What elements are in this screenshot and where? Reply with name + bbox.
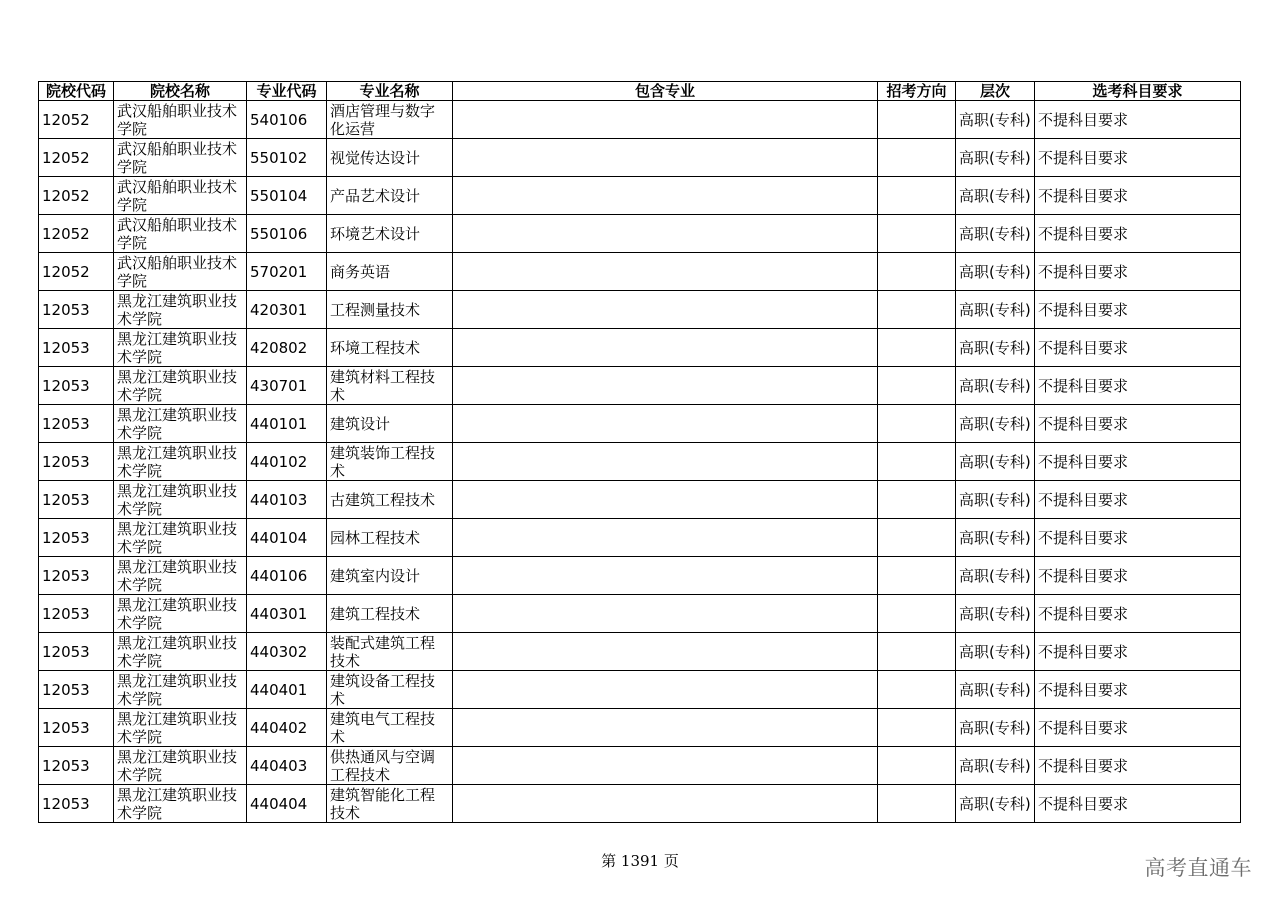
cell-included-majors — [453, 215, 878, 253]
cell-major-code: 440301 — [247, 595, 327, 633]
cell-major-code: 440102 — [247, 443, 327, 481]
cell-direction — [878, 519, 956, 557]
cell-subject-requirement: 不提科目要求 — [1035, 519, 1241, 557]
cell-direction — [878, 633, 956, 671]
header-school-code: 院校代码 — [39, 82, 114, 101]
table-row — [39, 633, 1241, 671]
cell-school-code: 12053 — [39, 443, 114, 481]
cell-included-majors — [453, 177, 878, 215]
cell-major-name: 建筑室内设计 — [327, 557, 453, 595]
header-school-name: 院校名称 — [114, 82, 247, 101]
cell-major-code: 540106 — [247, 101, 327, 139]
cell-included-majors — [453, 785, 878, 823]
cell-school-name: 黑龙江建筑职业技术学院 — [114, 519, 247, 557]
cell-direction — [878, 595, 956, 633]
cell-school-name: 黑龙江建筑职业技术学院 — [114, 291, 247, 329]
admissions-table — [38, 81, 1241, 823]
table-row — [39, 367, 1241, 405]
table-row — [39, 405, 1241, 443]
cell-direction — [878, 101, 956, 139]
cell-school-name: 黑龙江建筑职业技术学院 — [114, 557, 247, 595]
cell-subject-requirement: 不提科目要求 — [1035, 177, 1241, 215]
table-row — [39, 747, 1241, 785]
cell-major-name: 建筑装饰工程技术 — [327, 443, 453, 481]
cell-major-name: 建筑设计 — [327, 405, 453, 443]
cell-level: 高职(专科) — [956, 405, 1035, 443]
cell-major-code: 570201 — [247, 253, 327, 291]
cell-major-code: 550102 — [247, 139, 327, 177]
table-row — [39, 519, 1241, 557]
table-row — [39, 253, 1241, 291]
table-row — [39, 177, 1241, 215]
cell-included-majors — [453, 367, 878, 405]
cell-major-name: 工程测量技术 — [327, 291, 453, 329]
cell-school-code: 12053 — [39, 785, 114, 823]
header-direction: 招考方向 — [878, 82, 956, 101]
cell-level: 高职(专科) — [956, 177, 1035, 215]
cell-included-majors — [453, 481, 878, 519]
cell-major-name: 建筑电气工程技术 — [327, 709, 453, 747]
table-row — [39, 291, 1241, 329]
cell-direction — [878, 405, 956, 443]
cell-school-code: 12052 — [39, 177, 114, 215]
cell-major-code: 440302 — [247, 633, 327, 671]
table-row — [39, 139, 1241, 177]
header-major-code: 专业代码 — [247, 82, 327, 101]
cell-school-name: 黑龙江建筑职业技术学院 — [114, 747, 247, 785]
cell-direction — [878, 481, 956, 519]
cell-major-name: 建筑工程技术 — [327, 595, 453, 633]
cell-level: 高职(专科) — [956, 101, 1035, 139]
cell-major-name: 装配式建筑工程技术 — [327, 633, 453, 671]
cell-major-code: 440404 — [247, 785, 327, 823]
cell-included-majors — [453, 595, 878, 633]
cell-major-code: 550106 — [247, 215, 327, 253]
cell-major-code: 440401 — [247, 671, 327, 709]
table-row — [39, 671, 1241, 709]
cell-major-code: 420802 — [247, 329, 327, 367]
cell-direction — [878, 747, 956, 785]
header-major-name: 专业名称 — [327, 82, 453, 101]
cell-included-majors — [453, 291, 878, 329]
cell-direction — [878, 215, 956, 253]
cell-school-name: 黑龙江建筑职业技术学院 — [114, 443, 247, 481]
cell-major-name: 商务英语 — [327, 253, 453, 291]
cell-included-majors — [453, 671, 878, 709]
cell-major-name: 建筑智能化工程技术 — [327, 785, 453, 823]
cell-included-majors — [453, 519, 878, 557]
cell-major-name: 环境艺术设计 — [327, 215, 453, 253]
cell-direction — [878, 177, 956, 215]
cell-subject-requirement: 不提科目要求 — [1035, 557, 1241, 595]
cell-major-code: 440106 — [247, 557, 327, 595]
cell-level: 高职(专科) — [956, 253, 1035, 291]
cell-included-majors — [453, 633, 878, 671]
cell-included-majors — [453, 253, 878, 291]
table-row — [39, 443, 1241, 481]
cell-level: 高职(专科) — [956, 367, 1035, 405]
table-row — [39, 785, 1241, 823]
cell-subject-requirement: 不提科目要求 — [1035, 633, 1241, 671]
cell-major-name: 园林工程技术 — [327, 519, 453, 557]
cell-level: 高职(专科) — [956, 481, 1035, 519]
cell-subject-requirement: 不提科目要求 — [1035, 329, 1241, 367]
cell-subject-requirement: 不提科目要求 — [1035, 443, 1241, 481]
cell-subject-requirement: 不提科目要求 — [1035, 671, 1241, 709]
cell-subject-requirement: 不提科目要求 — [1035, 709, 1241, 747]
cell-major-name: 视觉传达设计 — [327, 139, 453, 177]
cell-direction — [878, 671, 956, 709]
cell-included-majors — [453, 405, 878, 443]
cell-subject-requirement: 不提科目要求 — [1035, 291, 1241, 329]
cell-direction — [878, 785, 956, 823]
cell-subject-requirement: 不提科目要求 — [1035, 595, 1241, 633]
cell-included-majors — [453, 557, 878, 595]
cell-major-code: 440402 — [247, 709, 327, 747]
cell-major-code: 420301 — [247, 291, 327, 329]
cell-direction — [878, 139, 956, 177]
cell-school-code: 12053 — [39, 405, 114, 443]
cell-subject-requirement: 不提科目要求 — [1035, 215, 1241, 253]
cell-level: 高职(专科) — [956, 329, 1035, 367]
cell-included-majors — [453, 443, 878, 481]
page-number: 第 1391 页 — [601, 852, 679, 870]
table-body — [39, 101, 1241, 823]
cell-major-name: 建筑材料工程技术 — [327, 367, 453, 405]
watermark: 高考直通车 — [1144, 856, 1252, 880]
cell-level: 高职(专科) — [956, 671, 1035, 709]
cell-major-name: 供热通风与空调工程技术 — [327, 747, 453, 785]
cell-school-name: 武汉船舶职业技术学院 — [114, 101, 247, 139]
cell-subject-requirement: 不提科目要求 — [1035, 367, 1241, 405]
cell-school-name: 黑龙江建筑职业技术学院 — [114, 329, 247, 367]
cell-major-code: 440104 — [247, 519, 327, 557]
cell-level: 高职(专科) — [956, 557, 1035, 595]
cell-school-name: 黑龙江建筑职业技术学院 — [114, 595, 247, 633]
cell-school-name: 黑龙江建筑职业技术学院 — [114, 633, 247, 671]
cell-school-name: 黑龙江建筑职业技术学院 — [114, 367, 247, 405]
cell-school-name: 黑龙江建筑职业技术学院 — [114, 785, 247, 823]
cell-level: 高职(专科) — [956, 215, 1035, 253]
cell-level: 高职(专科) — [956, 519, 1035, 557]
cell-direction — [878, 253, 956, 291]
cell-school-code: 12053 — [39, 633, 114, 671]
cell-school-code: 12053 — [39, 329, 114, 367]
table-row — [39, 101, 1241, 139]
cell-direction — [878, 557, 956, 595]
cell-level: 高职(专科) — [956, 633, 1035, 671]
cell-level: 高职(专科) — [956, 785, 1035, 823]
cell-school-code: 12053 — [39, 367, 114, 405]
table-row — [39, 557, 1241, 595]
table-row — [39, 709, 1241, 747]
table-row — [39, 329, 1241, 367]
cell-school-code: 12052 — [39, 253, 114, 291]
cell-school-code: 12053 — [39, 519, 114, 557]
cell-school-name: 武汉船舶职业技术学院 — [114, 177, 247, 215]
cell-included-majors — [453, 709, 878, 747]
cell-major-code: 440103 — [247, 481, 327, 519]
cell-school-code: 12052 — [39, 101, 114, 139]
cell-school-name: 黑龙江建筑职业技术学院 — [114, 481, 247, 519]
cell-level: 高职(专科) — [956, 139, 1035, 177]
cell-level: 高职(专科) — [956, 747, 1035, 785]
cell-major-name: 环境工程技术 — [327, 329, 453, 367]
cell-direction — [878, 367, 956, 405]
cell-subject-requirement: 不提科目要求 — [1035, 405, 1241, 443]
cell-school-name: 武汉船舶职业技术学院 — [114, 253, 247, 291]
cell-included-majors — [453, 101, 878, 139]
cell-level: 高职(专科) — [956, 291, 1035, 329]
cell-subject-requirement: 不提科目要求 — [1035, 101, 1241, 139]
cell-school-name: 黑龙江建筑职业技术学院 — [114, 405, 247, 443]
cell-school-code: 12053 — [39, 481, 114, 519]
cell-included-majors — [453, 747, 878, 785]
cell-subject-requirement: 不提科目要求 — [1035, 139, 1241, 177]
table-row — [39, 481, 1241, 519]
cell-direction — [878, 443, 956, 481]
header-included-majors: 包含专业 — [453, 82, 878, 101]
cell-subject-requirement: 不提科目要求 — [1035, 785, 1241, 823]
table-row — [39, 595, 1241, 633]
cell-included-majors — [453, 329, 878, 367]
cell-major-code: 430701 — [247, 367, 327, 405]
cell-direction — [878, 291, 956, 329]
cell-major-code: 550104 — [247, 177, 327, 215]
cell-major-code: 440403 — [247, 747, 327, 785]
cell-level: 高职(专科) — [956, 595, 1035, 633]
cell-level: 高职(专科) — [956, 709, 1035, 747]
cell-direction — [878, 329, 956, 367]
cell-major-name: 酒店管理与数字化运营 — [327, 101, 453, 139]
cell-direction — [878, 709, 956, 747]
cell-subject-requirement: 不提科目要求 — [1035, 481, 1241, 519]
cell-included-majors — [453, 139, 878, 177]
table-row — [39, 215, 1241, 253]
table-header-row — [39, 82, 1241, 101]
cell-major-code: 440101 — [247, 405, 327, 443]
cell-school-code: 12053 — [39, 291, 114, 329]
cell-school-code: 12052 — [39, 139, 114, 177]
cell-school-name: 武汉船舶职业技术学院 — [114, 139, 247, 177]
cell-major-name: 建筑设备工程技术 — [327, 671, 453, 709]
cell-subject-requirement: 不提科目要求 — [1035, 253, 1241, 291]
cell-subject-requirement: 不提科目要求 — [1035, 747, 1241, 785]
cell-major-name: 产品艺术设计 — [327, 177, 453, 215]
cell-school-name: 武汉船舶职业技术学院 — [114, 215, 247, 253]
cell-school-code: 12053 — [39, 709, 114, 747]
header-subject-requirement: 选考科目要求 — [1035, 82, 1241, 101]
cell-school-code: 12053 — [39, 671, 114, 709]
cell-school-code: 12053 — [39, 747, 114, 785]
header-level: 层次 — [956, 82, 1035, 101]
cell-school-name: 黑龙江建筑职业技术学院 — [114, 671, 247, 709]
cell-major-name: 古建筑工程技术 — [327, 481, 453, 519]
cell-school-code: 12053 — [39, 557, 114, 595]
cell-school-name: 黑龙江建筑职业技术学院 — [114, 709, 247, 747]
cell-school-code: 12052 — [39, 215, 114, 253]
cell-school-code: 12053 — [39, 595, 114, 633]
cell-level: 高职(专科) — [956, 443, 1035, 481]
